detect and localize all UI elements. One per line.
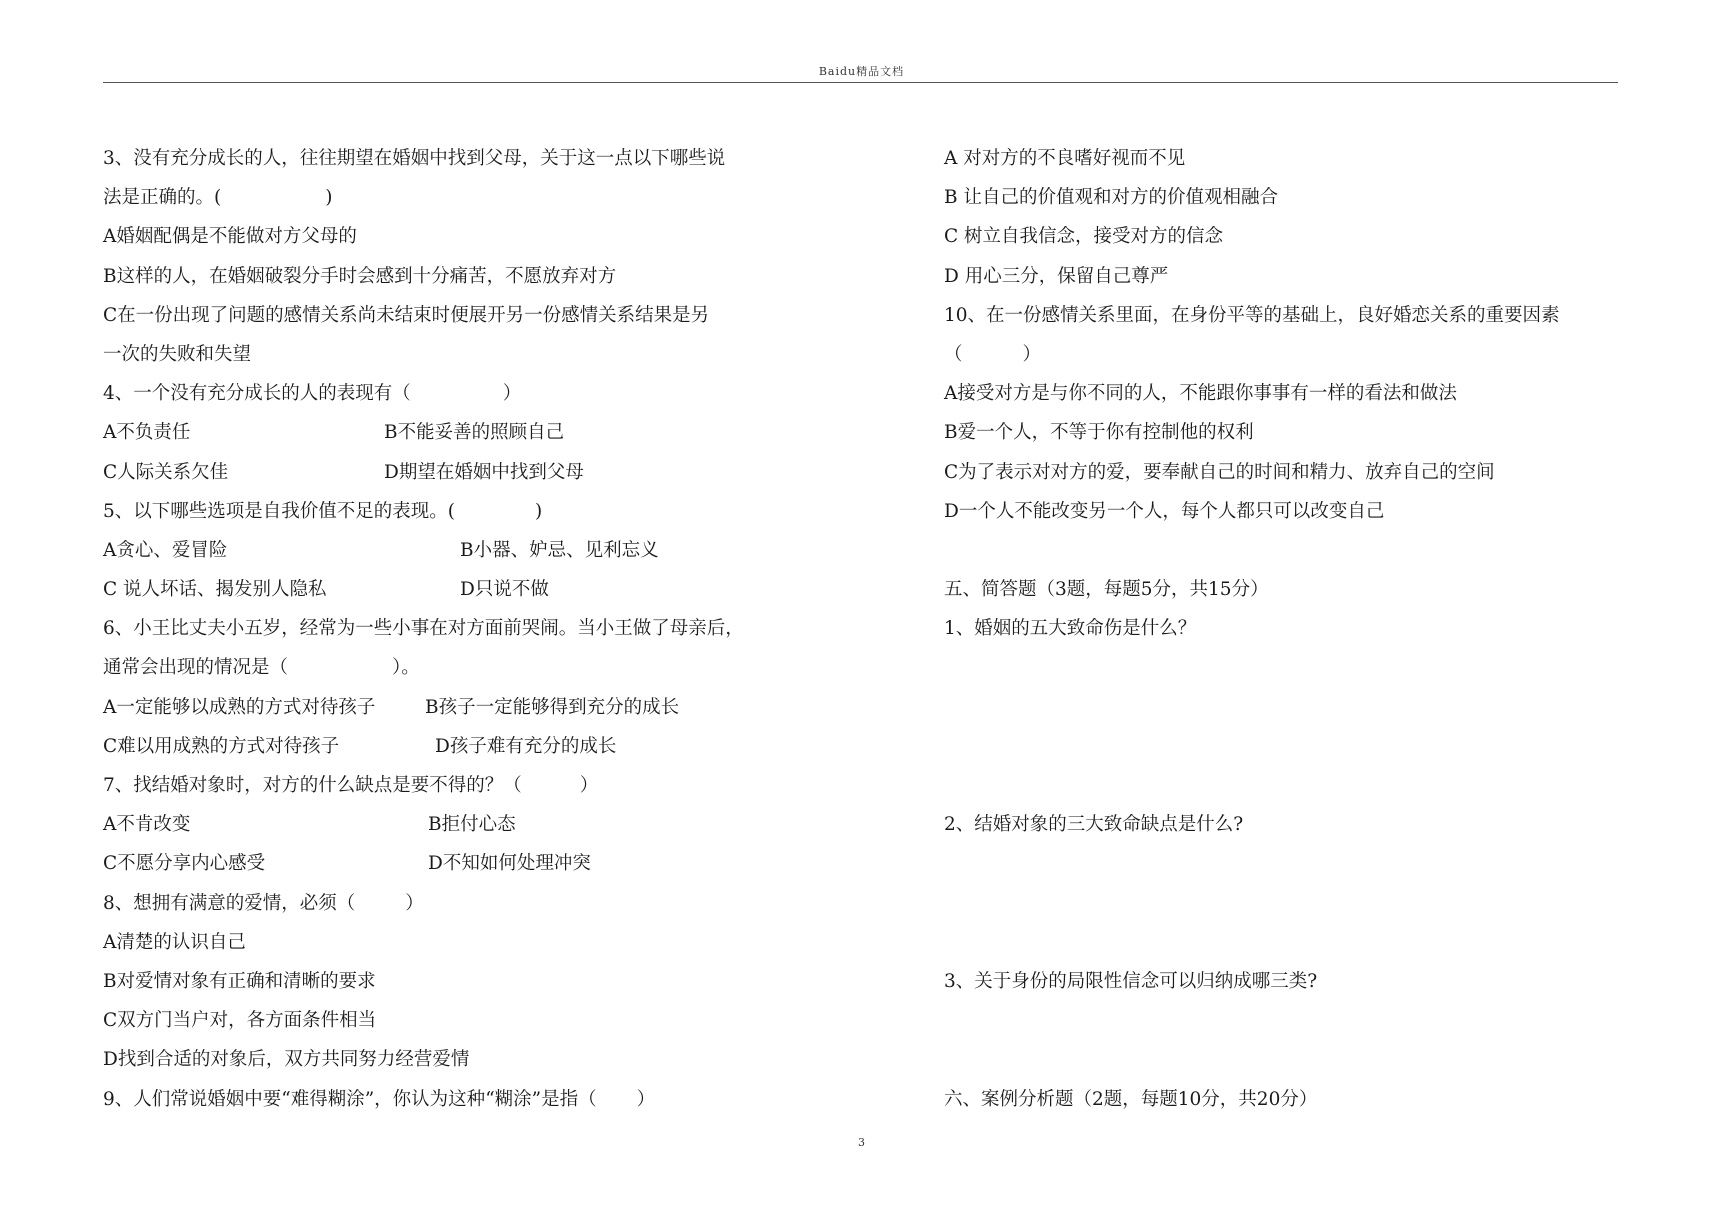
q4-option-b: B不能妥善的照顾自己 xyxy=(384,422,565,444)
q5-options-cd xyxy=(103,570,823,609)
q5-option-d: D只说不做 xyxy=(460,579,549,601)
answer-space-1a xyxy=(944,648,1634,687)
section-6-heading: 六、案例分析题（2题，每题10分，共20分） xyxy=(944,1088,1318,1110)
q7-stem xyxy=(103,766,823,805)
q6-option-d: D孩子难有充分的成长 xyxy=(435,735,617,757)
q3-stem-line1: 3、没有充分成长的人，往往期望在婚姻中找到父母，关于这一点以下哪些说 xyxy=(103,148,726,169)
q5-stem xyxy=(103,492,823,531)
q9-stem-text: 9、人们常说婚姻中要“难得糊涂”，你认为这种“糊涂”是指（ xyxy=(103,1088,597,1110)
q4-option-a: A不负责任 xyxy=(103,422,191,444)
answer-space-2b xyxy=(944,884,1634,923)
short-answer-1: 1、婚姻的五大致命伤是什么？ xyxy=(944,618,1197,640)
q10-stem-line1: 10、在一份感情关系里面，在身份平等的基础上，良好婚恋关系的重要因素 xyxy=(944,304,1560,326)
q3-option-c-line1: C在一份出现了问题的感情关系尚未结束时便展开另一份感情关系结果是另 xyxy=(103,304,710,326)
page-header: Baidu精品文档 xyxy=(818,65,905,78)
q7-option-a: A不肯改变 xyxy=(103,814,191,836)
q4-option-d: D期望在婚姻中找到父母 xyxy=(384,461,584,483)
q9-option-c: C 树立自我信念，接受对方的信念 xyxy=(944,226,1224,248)
q5-close-paren: ) xyxy=(535,500,543,522)
q10-option-b: B爱一个人，不等于你有控制他的权利 xyxy=(944,422,1254,444)
answer-space-1c xyxy=(944,727,1634,766)
q7-option-d: D不知如何处理冲突 xyxy=(428,853,591,875)
q7-options-cd xyxy=(103,844,823,883)
q7-options-ab xyxy=(103,805,823,844)
q6-stem-line2 xyxy=(103,648,823,687)
header-rule xyxy=(103,82,1618,83)
q4-stem xyxy=(103,374,823,413)
answer-space-2c xyxy=(944,923,1634,962)
q10-close-paren: ） xyxy=(1022,343,1042,365)
q8-stem xyxy=(103,884,823,923)
q5-option-a: A贪心、爱冒险 xyxy=(103,539,228,561)
q5-options-ab xyxy=(103,531,823,570)
q10-stem-line2 xyxy=(944,335,1634,374)
right-column xyxy=(944,139,1634,1119)
q10-option-d: D一个人不能改变另一个人，每个人都只可以改变自己 xyxy=(944,500,1385,522)
spacer-line xyxy=(944,531,1634,570)
q10-open-paren: （ xyxy=(944,343,963,365)
q6-option-b: B孩子一定能够得到充分的成长 xyxy=(425,696,680,718)
q6-options-cd xyxy=(103,727,823,766)
q9-option-a: A 对对方的不良嗜好视而不见 xyxy=(944,148,1186,169)
q3-option-a: A婚姻配偶是不能做对方父母的 xyxy=(103,226,357,248)
q3-stem-text: 法是正确的。( xyxy=(103,187,222,209)
q4-options-ab xyxy=(103,413,823,452)
q6-stem-line1: 6、小王比丈夫小五岁，经常为一些小事在对方面前哭闹。当小王做了母亲后， xyxy=(103,618,744,640)
q4-option-c: C人际关系欠佳 xyxy=(103,461,229,483)
q10-option-c: C为了表示对对方的爱，要奉献自己的时间和精力、放弃自己的空间 xyxy=(944,461,1495,483)
q6-option-a: A一定能够以成熟的方式对待孩子 xyxy=(103,696,376,718)
answer-space-1b xyxy=(944,688,1634,727)
q8-option-b: B对爱情对象有正确和清晰的要求 xyxy=(103,970,376,992)
answer-space-3b xyxy=(944,1040,1634,1079)
answer-space-1d xyxy=(944,766,1634,805)
q6-options-ab xyxy=(103,688,823,727)
q7-option-c: C不愿分享内心感受 xyxy=(103,853,266,875)
q5-option-b: B小器、妒忌、见利忘义 xyxy=(460,539,659,561)
q8-option-c: C双方门当户对，各方面条件相当 xyxy=(103,1010,377,1032)
q8-option-d: D找到合适的对象后，双方共同努力经营爱情 xyxy=(103,1049,470,1071)
q3-option-c-line2: 一次的失败和失望 xyxy=(103,343,252,365)
q7-close-paren: ） xyxy=(579,775,599,796)
left-column xyxy=(103,139,823,1119)
q6-option-c: C难以用成熟的方式对待孩子 xyxy=(103,735,340,757)
q9-option-b: B 让自己的价值观和对方的价值观相融合 xyxy=(944,187,1278,209)
q8-stem-text: 8、想拥有满意的爱情，必须（ xyxy=(103,892,356,914)
q8-close-paren: ） xyxy=(405,892,424,914)
section-5-heading: 五、简答题（3题，每题5分，共15分） xyxy=(944,579,1269,601)
q6-close-paren: ）。 xyxy=(392,657,420,679)
q4-close-paren: ） xyxy=(502,383,522,405)
answer-space-2a xyxy=(944,844,1634,883)
q6-stem-text: 通常会出现的情况是（ xyxy=(103,657,289,679)
q3-option-b: B这样的人，在婚姻破裂分手时会感到十分痛苦，不愿放弃对方 xyxy=(103,265,617,287)
answer-space-3a xyxy=(944,1001,1634,1040)
q3-close-paren: ) xyxy=(325,187,333,209)
q4-options-cd xyxy=(103,453,823,492)
q8-option-a: A清楚的认识自己 xyxy=(103,931,246,953)
q3-stem-line2 xyxy=(103,178,823,217)
q7-option-b: B拒付心态 xyxy=(428,814,516,836)
page-number: 3 xyxy=(858,1136,865,1149)
q9-option-d: D 用心三分，保留自己尊严 xyxy=(944,265,1169,287)
short-answer-2: 2、结婚对象的三大致命缺点是什么? xyxy=(944,814,1244,836)
q5-option-c: C 说人坏话、揭发别人隐私 xyxy=(103,579,327,601)
q4-stem-text: 4、一个没有充分成长的人的表现有（ xyxy=(103,383,411,405)
q9-close-paren: ） xyxy=(636,1088,656,1110)
q7-stem-text: 7、找结婚对象时，对方的什么缺点是要不得的？（ xyxy=(103,775,522,796)
q5-stem-text: 5、以下哪些选项是自我价值不足的表现。( xyxy=(103,500,455,522)
short-answer-3: 3、关于身份的局限性信念可以归纳成哪三类? xyxy=(944,970,1318,992)
q10-option-a: A接受对方是与你不同的人，不能跟你事事有一样的看法和做法 xyxy=(944,383,1457,405)
q9-stem xyxy=(103,1080,823,1119)
